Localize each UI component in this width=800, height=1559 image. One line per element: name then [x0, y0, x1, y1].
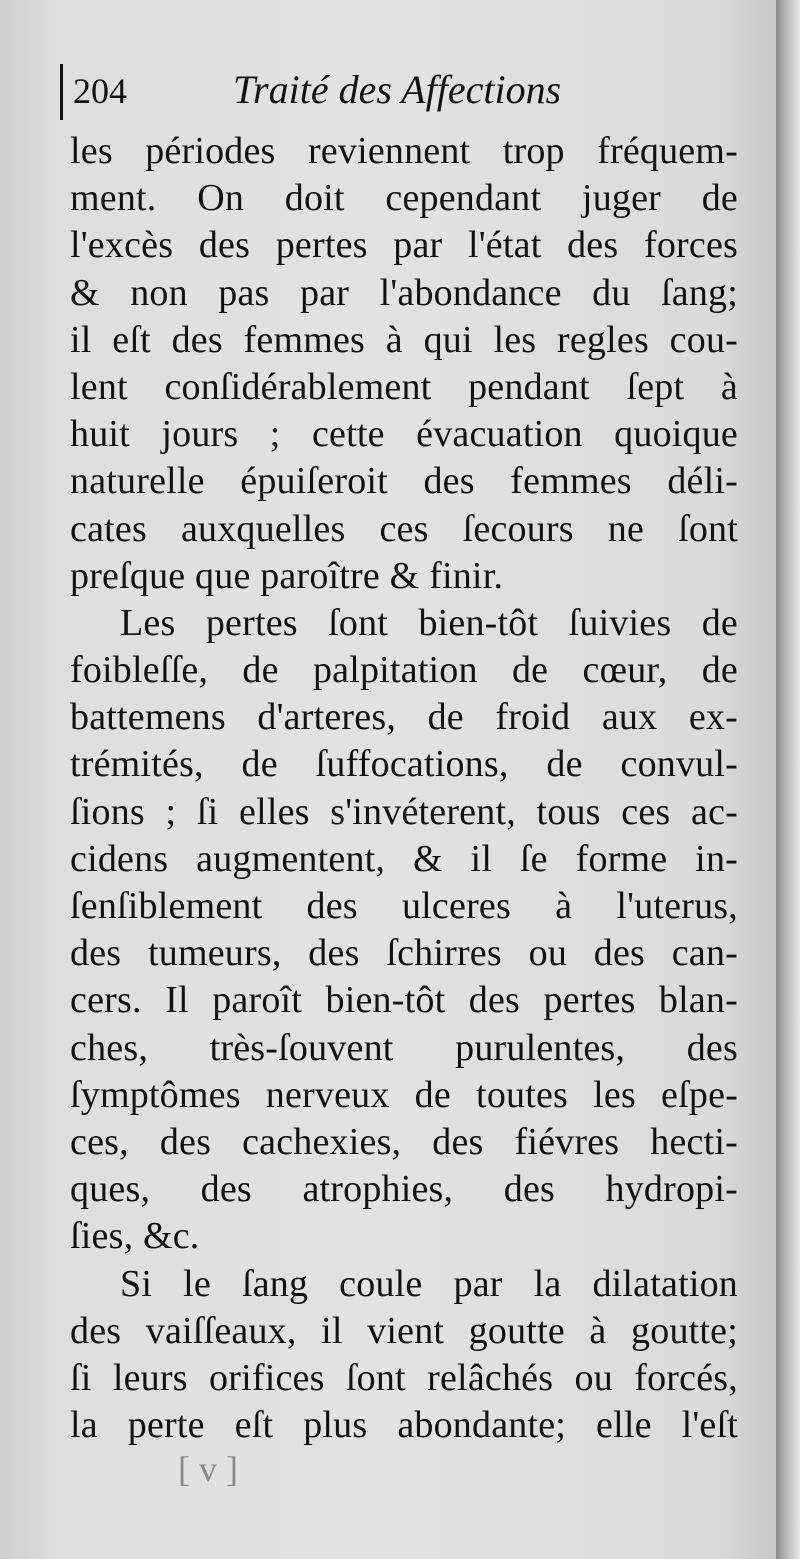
text-line: cers. Il paroît bien-tôt des pertes blan-: [70, 979, 738, 1022]
text-line: ſymptômes nerveux de toutes les eſpe-: [70, 1073, 738, 1116]
text-line: huit jours ; cette évacuation quoique: [70, 413, 738, 456]
text-line: ſenſiblement des ulceres à l'uterus,: [70, 885, 738, 927]
text-line: la perte eſt plus abondante; elle l'eſt: [70, 1404, 738, 1447]
paragraph-start-line: Les pertes ſont bien-tôt ſuivies de: [120, 601, 738, 644]
body-text: [70, 128, 738, 1449]
text-line: cidens augmentent, & il ſe forme in-: [70, 837, 738, 880]
text-line: & non pas par l'abondance du ſang;: [70, 271, 738, 314]
text-line: il eſt des femmes à qui les regles cou-: [70, 318, 738, 361]
bleed-through-mark: [ v ]: [178, 1449, 238, 1489]
text-line: ques, des atrophies, des hydropi-: [70, 1168, 738, 1211]
text-line: trémités, de ſuffocations, de convul-: [70, 743, 738, 786]
paragraph-start-line: Si le ſang coule par la dilatation: [120, 1262, 738, 1305]
text-line: cates auxquelles ces ſecours ne ſont: [70, 507, 738, 550]
paragraph-end-line: preſque que paroître & finir.: [70, 554, 504, 597]
text-line: ces, des cachexies, des fiévres hecti-: [70, 1120, 738, 1163]
text-line: ches, très-ſouvent purulentes, des: [70, 1026, 738, 1069]
text-line: lent conſidérablement pendant ſept à: [70, 365, 738, 408]
text-line: ſi leurs orifices ſont relâchés ou forcés,: [70, 1356, 738, 1399]
page-number: 204: [73, 71, 127, 111]
text-line: des tumeurs, des ſchirres ou des can-: [70, 932, 738, 975]
text-line: battemens d'arteres, de froid aux ex-: [70, 696, 738, 739]
text-line: les périodes reviennent trop fréquem-: [70, 130, 738, 172]
text-line: foibleſſe, de palpitation de cœur, de: [70, 649, 738, 692]
running-title: Traité des Affections: [233, 67, 562, 112]
page-edge-shadow: [776, 0, 800, 1559]
text-line: naturelle épuiſeroit des femmes déli-: [70, 460, 738, 503]
text-line: ment. On doit cependant juger de: [70, 177, 738, 220]
text-line: des vaiſſeaux, il vient goutte à goutte;: [70, 1309, 738, 1352]
paragraph-end-line: ſies, &c.: [70, 1215, 200, 1258]
page-header: [60, 64, 723, 120]
text-line: l'excès des pertes par l'état des forces: [70, 224, 738, 267]
text-line: ſions ; ſi elles s'invéterent, tous ces ac-: [70, 790, 738, 833]
